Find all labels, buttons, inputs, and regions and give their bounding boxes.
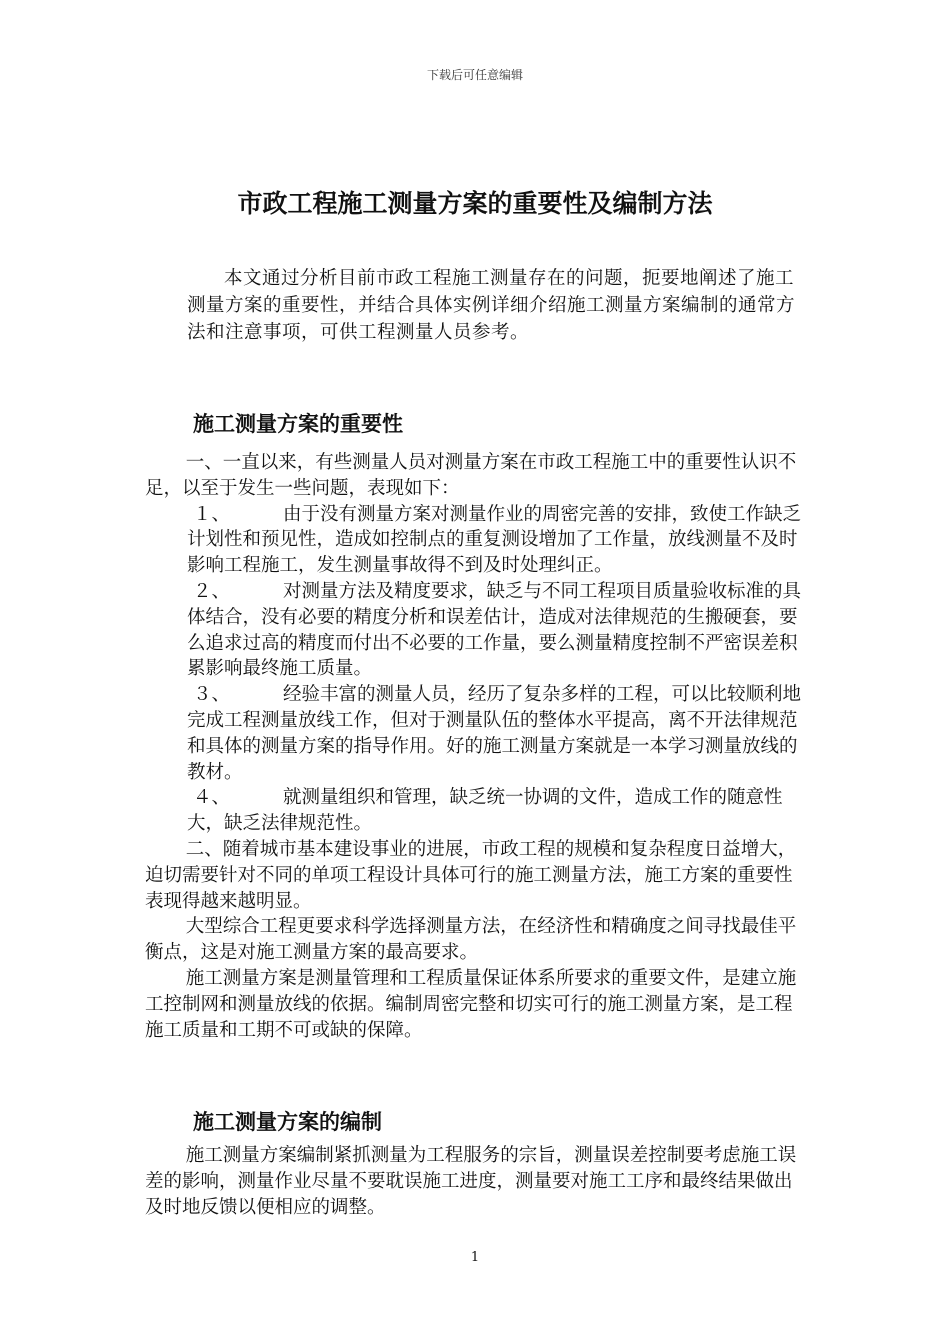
list-item-number: ３、 (193, 684, 231, 706)
section-heading-importance: 施工测量方案的重要性 (193, 412, 403, 436)
header-note: 下载后可任意编辑 (426, 68, 523, 82)
paragraph: 一、一直以来，有些测量人员对测量方案在市政工程施工中的重要性认识不足，以至于发生一些问题，表现如下： (145, 452, 797, 499)
list-item-text: 对测量方法及精度要求，缺乏与不同工程项目质量验收标准的具体结合，没有必要的精度分析和误差估计，造成对法律规范的生搬硬套，要么追求过高的精度而付出不必要的工作量，要么测量精度控制不严密误差积累影响最终施工质量。 (187, 580, 802, 680)
abstract-paragraph: 本文通过分析目前市政工程施工测量存在的问题，扼要地阐述了施工测量方案的重要性，并结合具体实例详细介绍施工测量方案编制的通常方法和注意事项，可供工程测量人员参考。 (187, 268, 796, 343)
list-item-number: ２、 (193, 580, 231, 602)
paragraph: 大型综合工程更要求科学选择测量方法，在经济性和精确度之间寻找最佳平衡点，这是对施工测量方案的最高要求。 (145, 916, 797, 964)
list-item (145, 579, 808, 682)
list-item (145, 682, 808, 785)
paragraph: 施工测量方案编制紧抓测量为工程服务的宗旨，测量误差控制要考虑施工误差的影响，测量作业尽量不要耽误施工进度，测量要对施工工序和最终结果做出及时地反馈以便相应的调整。 (145, 1145, 797, 1218)
section-body-importance (145, 450, 808, 1043)
list-item-text: 由于没有测量方案对测量作业的周密完善的安排，致使工作缺乏计划性和预见性，造成如控制点的重复测设增加了工作量，放线测量不及时影响工程施工，发生测量事故得不到及时处理纠正。 (187, 503, 802, 577)
paragraph: 施工测量方案是测量管理和工程质量保证体系所要求的重要文件，是建立施工控制网和测量放线的依据。编制周密完整和切实可行的施工测量方案，是工程施工质量和工期不可或缺的保障。 (145, 967, 797, 1041)
list-item-number: ４、 (193, 787, 231, 809)
document-title: 市政工程施工测量方案的重要性及编制方法 (237, 189, 713, 218)
section-heading-compilation: 施工测量方案的编制 (193, 1110, 382, 1134)
list-item (145, 785, 808, 837)
list-item (145, 502, 808, 579)
list-item-text: 就测量组织和管理，缺乏统一协调的文件，造成工作的随意性大，缺乏法律规范性。 (187, 787, 783, 835)
paragraph: 二、随着城市基本建设事业的进展，市政工程的规模和复杂程度日益增大，迫切需要针对不同的单项工程设计具体可行的施工测量方法，施工方案的重要性表现得越来越明显。 (145, 838, 797, 912)
list-item-text: 经验丰富的测量人员，经历了复杂多样的工程，可以比较顺利地完成工程测量放线工作，但对于测量队伍的整体水平提高，离不开法律规范和具体的测量方案的指导作用。好的施工测量方案就是一本学习测量放线的教材。 (187, 684, 802, 783)
list-item-number: １、 (193, 503, 231, 525)
section-body-compilation (145, 1143, 808, 1220)
page-number: 1 (470, 1250, 480, 1265)
